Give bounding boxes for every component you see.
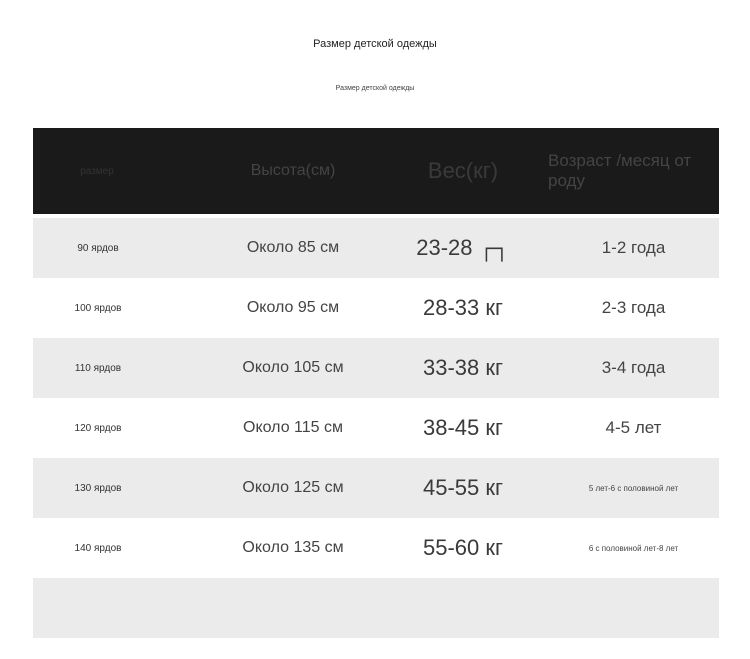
table-header-row (33, 128, 719, 214)
page-title: Размер детской одежды (313, 38, 437, 50)
weight-cell: 33-38 кг (422, 355, 504, 380)
empty-table-row (33, 578, 719, 638)
weight-cell: 45-55 кг (422, 475, 504, 500)
height-cell: Около 115 см (243, 419, 343, 436)
size-chart-table (33, 128, 719, 638)
size-cell: 110 ярдов (74, 362, 122, 374)
table-row (33, 278, 719, 338)
size-cell: 140 ярдов (74, 542, 122, 554)
size-cell: 100 ярдов (74, 302, 122, 314)
age-cell: 3-4 года (601, 358, 666, 377)
table-row (33, 518, 719, 578)
header-age: Возраст /месяц от роду (548, 151, 692, 190)
height-cell: Около 135 см (242, 539, 344, 556)
size-cell: 120 ярдов (74, 422, 122, 434)
height-cell: Около 125 см (242, 479, 344, 496)
age-cell: 5 лет-6 с половиной лет (588, 483, 679, 493)
table-row (33, 338, 719, 398)
table-row (33, 398, 719, 458)
weight-cell: 38-45 кг (422, 415, 504, 440)
table-row (33, 218, 719, 278)
size-cell: 130 ярдов (74, 482, 122, 494)
age-cell: 4-5 лет (605, 418, 662, 437)
size-cell: 90 ярдов (77, 242, 119, 254)
weight-cell: 55-60 кг (422, 535, 504, 560)
page-subtitle: Размер детской одежды (335, 85, 415, 92)
header-weight: Вес(кг) (427, 158, 499, 183)
age-cell: 6 с половиной лет-8 лет (588, 543, 679, 553)
header-height: Высота(см) (250, 162, 336, 179)
age-cell: 2-3 года (601, 298, 666, 317)
table-row (33, 458, 719, 518)
weight-cell: 28-33 кг (422, 295, 504, 320)
age-cell: 1-2 года (601, 238, 666, 257)
height-cell: Около 95 см (246, 299, 340, 316)
height-cell: Около 105 см (242, 359, 344, 376)
weight-cell: 23-28 ┌┐ (416, 235, 510, 260)
height-cell: Около 85 см (246, 239, 340, 256)
header-size: размер (80, 165, 114, 177)
